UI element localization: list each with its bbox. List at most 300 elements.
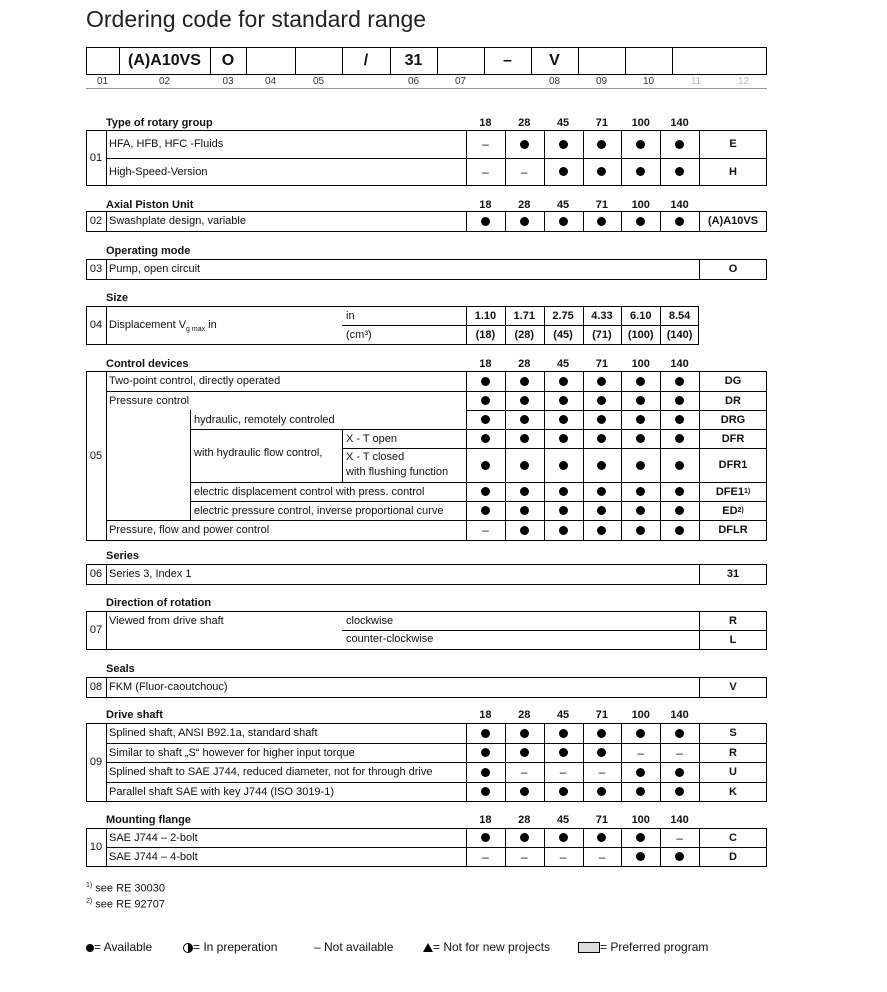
code-cell-divider bbox=[625, 47, 626, 75]
code-cell-value: O bbox=[221, 52, 235, 69]
availability-cell bbox=[621, 130, 660, 158]
availability-cell bbox=[505, 211, 544, 231]
filled-dot-icon bbox=[675, 768, 684, 777]
section-number: 06 bbox=[89, 568, 103, 580]
section-number: 01 bbox=[89, 151, 103, 164]
availability-cell bbox=[466, 371, 505, 391]
availability-cell bbox=[544, 429, 583, 448]
order-code: ED bbox=[722, 504, 738, 517]
rotation-option: counter-clockwise bbox=[346, 633, 434, 645]
availability-cell bbox=[544, 743, 583, 762]
availability-cell bbox=[505, 158, 544, 185]
availability-cell bbox=[660, 211, 699, 231]
section-number: 10 bbox=[89, 841, 103, 853]
grid-line-horizontal bbox=[342, 325, 699, 326]
availability-cell bbox=[583, 723, 622, 743]
grid-line-vertical bbox=[106, 564, 107, 584]
size-header: 100 bbox=[631, 358, 650, 370]
order-code-cell bbox=[699, 520, 767, 540]
filled-dot-icon bbox=[675, 415, 684, 424]
order-code-cell bbox=[699, 564, 767, 584]
availability-cell bbox=[660, 828, 699, 847]
size-header: 140 bbox=[670, 117, 689, 129]
size-header: 18 bbox=[479, 358, 492, 370]
availability-cell bbox=[621, 158, 660, 185]
section-title: Direction of rotation bbox=[106, 597, 212, 609]
size-header: 45 bbox=[556, 358, 570, 370]
section-title: Drive shaft bbox=[106, 709, 163, 721]
order-code-cell bbox=[699, 391, 767, 410]
order-code-cell bbox=[699, 847, 767, 866]
order-code: R bbox=[729, 746, 737, 759]
order-code: DFR1 bbox=[718, 459, 748, 471]
availability-cell bbox=[660, 410, 699, 429]
order-code-cell bbox=[699, 723, 767, 743]
availability-cell bbox=[544, 410, 583, 429]
filled-dot-icon bbox=[675, 487, 684, 496]
filled-dot-icon bbox=[559, 167, 568, 176]
order-code-cell bbox=[699, 743, 767, 762]
filled-dot-icon bbox=[597, 415, 606, 424]
order-code-cell bbox=[699, 410, 767, 429]
availability-cell bbox=[621, 828, 660, 847]
filled-dot-icon bbox=[559, 415, 568, 424]
filled-dot-icon bbox=[559, 506, 568, 515]
availability-cell bbox=[466, 410, 505, 429]
availability-cell bbox=[583, 371, 622, 391]
size-header: 71 bbox=[595, 814, 609, 826]
size-header: 45 bbox=[556, 814, 570, 826]
filled-dot-icon bbox=[636, 461, 645, 470]
order-code-cell bbox=[699, 501, 767, 520]
order-code-cell bbox=[699, 611, 767, 630]
availability-cell bbox=[621, 448, 660, 482]
filled-dot-icon bbox=[597, 461, 606, 470]
availability-cell bbox=[466, 520, 505, 540]
order-code-cell bbox=[699, 677, 767, 697]
code-position-number: 12 bbox=[737, 76, 750, 87]
size-header: 100 bbox=[631, 117, 650, 129]
availability-cell bbox=[544, 391, 583, 410]
filled-dot-icon bbox=[559, 729, 568, 738]
row-label: Two-point control, directly operated bbox=[109, 375, 281, 387]
filled-dot-icon bbox=[636, 833, 645, 842]
filled-dot-icon bbox=[520, 748, 529, 757]
code-position-number: 07 bbox=[454, 76, 467, 87]
order-code: R bbox=[729, 614, 737, 627]
filled-dot-icon bbox=[559, 487, 568, 496]
availability-cell bbox=[583, 429, 622, 448]
filled-dot-icon bbox=[675, 787, 684, 796]
filled-dot-icon bbox=[675, 729, 684, 738]
row-label: Parallel shaft SAE with key J744 (ISO 3019-1) bbox=[109, 785, 334, 798]
availability-cell bbox=[505, 782, 544, 801]
availability-cell bbox=[660, 371, 699, 391]
availability-cell bbox=[505, 847, 544, 866]
grid-line-vertical bbox=[106, 677, 107, 697]
code-position-number: 06 bbox=[407, 76, 420, 87]
row-label: electric pressure control, inverse proportional curve bbox=[194, 504, 444, 517]
availability-cell bbox=[660, 429, 699, 448]
row-label: SAE J744 – 2-bolt bbox=[109, 831, 198, 844]
order-code: U bbox=[729, 766, 737, 778]
footnote-2: $^{2)}$ see RE 92707 bbox=[86, 898, 166, 911]
availability-cell bbox=[660, 782, 699, 801]
filled-dot-icon bbox=[520, 217, 529, 226]
dash-mark: – bbox=[598, 765, 606, 779]
size-header: 45 bbox=[556, 199, 570, 211]
size-header: 45 bbox=[556, 709, 570, 721]
size-header: 100 bbox=[631, 814, 650, 826]
filled-dot-icon bbox=[520, 461, 529, 470]
row-label: HFA, HFB, HFC -Fluids bbox=[109, 138, 224, 150]
displacement-in: 6.10 bbox=[630, 310, 652, 322]
code-position-number: 03 bbox=[222, 76, 234, 87]
code-number-underline bbox=[86, 88, 767, 89]
filled-dot-icon bbox=[597, 787, 606, 796]
filled-dot-icon bbox=[675, 217, 684, 226]
section-number: 09 bbox=[89, 756, 103, 768]
size-header: 28 bbox=[518, 814, 531, 826]
availability-cell bbox=[505, 828, 544, 847]
code-cell-value: V bbox=[549, 52, 560, 69]
row-label: High-Speed-Version bbox=[109, 165, 208, 178]
code-cell-divider bbox=[246, 47, 247, 75]
availability-cell bbox=[660, 391, 699, 410]
row-label: X - T closed bbox=[346, 451, 405, 463]
section-title: Control devices bbox=[106, 358, 189, 370]
label-text: Displacement V bbox=[109, 319, 187, 331]
availability-cell bbox=[544, 828, 583, 847]
legend-in-preparation: = In preperation bbox=[183, 940, 277, 954]
section-number: 08 bbox=[89, 681, 103, 693]
filled-dot-icon bbox=[597, 729, 606, 738]
section-title: Seals bbox=[106, 663, 135, 675]
filled-dot-icon bbox=[636, 434, 645, 443]
availability-cell bbox=[621, 762, 660, 782]
availability-cell bbox=[544, 371, 583, 391]
label-subscript: g max bbox=[186, 326, 206, 334]
filled-dot-icon bbox=[481, 461, 490, 470]
order-code: DR bbox=[725, 394, 741, 407]
filled-dot-icon bbox=[481, 748, 490, 757]
code-cell-divider bbox=[295, 47, 296, 75]
availability-cell bbox=[621, 482, 660, 501]
filled-dot-icon bbox=[597, 377, 606, 386]
label-unit: in bbox=[205, 319, 217, 331]
availability-cell bbox=[466, 743, 505, 762]
availability-cell bbox=[583, 482, 622, 501]
availability-cell bbox=[660, 743, 699, 762]
footnote-1: $^{1)}$ see RE 30030 bbox=[86, 882, 166, 895]
displacement-in: 4.33 bbox=[591, 310, 613, 322]
availability-cell bbox=[466, 782, 505, 801]
code-position-number: 11 bbox=[690, 76, 702, 87]
filled-dot-icon bbox=[636, 768, 645, 777]
legend-preferred-program: = Preferred program bbox=[578, 940, 708, 954]
grid-line-vertical bbox=[106, 259, 107, 279]
availability-cell bbox=[583, 410, 622, 429]
order-code: D bbox=[729, 850, 737, 863]
section-title: Axial Piston Unit bbox=[106, 199, 194, 211]
availability-cell bbox=[466, 723, 505, 743]
displacement-cm3: (140) bbox=[666, 329, 693, 341]
section-number: 07 bbox=[89, 624, 103, 636]
availability-cell bbox=[621, 743, 660, 762]
order-code-cell bbox=[699, 782, 767, 801]
availability-cell bbox=[621, 211, 660, 231]
grid-line-vertical bbox=[342, 429, 343, 482]
size-header: 140 bbox=[670, 358, 689, 370]
availability-cell bbox=[505, 762, 544, 782]
availability-cell bbox=[583, 448, 622, 482]
availability-cell bbox=[466, 501, 505, 520]
filled-dot-icon bbox=[481, 768, 490, 777]
availability-cell bbox=[660, 130, 699, 158]
displacement-in: 2.75 bbox=[552, 310, 574, 322]
order-code-cell bbox=[699, 762, 767, 782]
filled-dot-icon bbox=[559, 396, 568, 405]
code-position-number: 10 bbox=[642, 76, 655, 87]
filled-dot-icon bbox=[520, 377, 529, 386]
availability-cell bbox=[544, 762, 583, 782]
availability-cell bbox=[660, 847, 699, 866]
dash-mark: – bbox=[482, 523, 489, 537]
order-code-cell bbox=[699, 259, 767, 279]
grid-line-vertical bbox=[106, 371, 107, 540]
filled-dot-icon bbox=[520, 434, 529, 443]
size-header: 140 bbox=[670, 199, 689, 211]
displacement-in: 8.54 bbox=[668, 310, 691, 322]
availability-cell bbox=[544, 501, 583, 520]
order-code: K bbox=[729, 785, 737, 798]
filled-dot-icon bbox=[559, 140, 568, 149]
code-position-number: 08 bbox=[548, 76, 561, 87]
section-title: Series bbox=[106, 550, 140, 562]
availability-cell bbox=[505, 130, 544, 158]
size-header: 28 bbox=[518, 117, 531, 129]
filled-dot-icon bbox=[636, 377, 645, 386]
grid-line-vertical bbox=[106, 306, 107, 344]
legend-not-for-new-projects: = Not for new projects bbox=[423, 940, 550, 954]
order-code-cell bbox=[699, 211, 767, 231]
filled-dot-icon bbox=[675, 852, 684, 861]
availability-cell bbox=[466, 847, 505, 866]
size-header: 71 bbox=[595, 199, 609, 211]
filled-dot-icon bbox=[559, 833, 568, 842]
dash-mark: – bbox=[676, 830, 683, 845]
filled-dot-icon bbox=[675, 140, 684, 149]
size-header: 18 bbox=[479, 709, 492, 721]
section-title: Operating mode bbox=[106, 245, 191, 257]
availability-cell bbox=[583, 501, 622, 520]
filled-dot-icon bbox=[675, 506, 684, 515]
dash-mark: – bbox=[520, 164, 528, 179]
flow-control-label: with hydraulic flow control, bbox=[194, 447, 323, 459]
size-header: 71 bbox=[595, 117, 609, 129]
order-code: V bbox=[729, 681, 737, 693]
filled-dot-icon bbox=[520, 140, 529, 149]
filled-dot-icon bbox=[675, 167, 684, 176]
availability-cell bbox=[660, 501, 699, 520]
filled-dot-icon bbox=[597, 140, 606, 149]
row-label bbox=[109, 318, 217, 337]
size-header: 18 bbox=[479, 814, 492, 826]
availability-cell bbox=[466, 211, 505, 231]
order-code: (A)A10VS bbox=[707, 215, 759, 227]
section-number: 05 bbox=[89, 449, 103, 462]
triangle-icon bbox=[423, 943, 433, 952]
size-header: 71 bbox=[595, 358, 609, 370]
filled-dot-icon bbox=[559, 434, 568, 443]
code-cell-value: / bbox=[363, 52, 369, 69]
size-header: 28 bbox=[518, 709, 531, 721]
availability-cell bbox=[660, 723, 699, 743]
order-code-cell bbox=[699, 130, 767, 158]
filled-dot-icon bbox=[559, 461, 568, 470]
displacement-cm3: (71) bbox=[592, 329, 612, 341]
availability-cell bbox=[621, 782, 660, 801]
order-code-cell bbox=[699, 482, 767, 501]
availability-cell bbox=[544, 782, 583, 801]
row-label: Viewed from drive shaft bbox=[109, 615, 224, 627]
displacement-cm3: (100) bbox=[627, 329, 654, 341]
availability-cell bbox=[621, 391, 660, 410]
row-label: Pressure control bbox=[109, 394, 190, 407]
order-code: 31 bbox=[726, 568, 740, 580]
order-code: H bbox=[729, 165, 737, 178]
displacement-cm3: (18) bbox=[475, 329, 496, 341]
filled-dot-icon bbox=[636, 415, 645, 424]
row-label-line2: with flushing function bbox=[346, 466, 449, 478]
dash-mark: – bbox=[637, 745, 645, 760]
code-cell-divider bbox=[437, 47, 438, 75]
unit-in: in bbox=[346, 310, 355, 322]
order-code-cell bbox=[699, 828, 767, 847]
filled-dot-icon bbox=[636, 217, 645, 226]
dash-mark: – bbox=[482, 849, 489, 864]
filled-dot-icon bbox=[636, 787, 645, 796]
filled-dot-icon bbox=[481, 787, 490, 796]
rotation-option: clockwise bbox=[346, 615, 394, 627]
grid-line-vertical bbox=[106, 211, 107, 231]
order-code-cell bbox=[699, 448, 767, 482]
filled-dot-icon bbox=[675, 377, 684, 386]
filled-dot-icon bbox=[559, 377, 568, 386]
filled-dot-icon bbox=[559, 217, 568, 226]
availability-cell bbox=[621, 520, 660, 540]
dash-mark: – bbox=[482, 164, 489, 179]
dash-mark: – bbox=[676, 745, 683, 760]
filled-dot-icon bbox=[597, 526, 606, 535]
filled-dot-icon bbox=[520, 415, 529, 424]
dash-mark: – bbox=[559, 849, 567, 864]
size-header: 18 bbox=[479, 199, 492, 211]
code-cell-divider bbox=[672, 47, 673, 75]
filled-dot-icon bbox=[675, 396, 684, 405]
grid-line-vertical bbox=[106, 611, 107, 649]
availability-cell bbox=[505, 410, 544, 429]
row-label: Splined shaft to SAE J744, reduced diameter, not for through drive bbox=[109, 766, 433, 778]
filled-dot-icon bbox=[481, 487, 490, 496]
code-position-number: 05 bbox=[312, 76, 325, 87]
availability-cell bbox=[621, 723, 660, 743]
order-code: DFE1 bbox=[715, 485, 744, 498]
order-code: O bbox=[728, 263, 738, 275]
filled-dot-icon bbox=[520, 729, 529, 738]
code-position-number: 09 bbox=[595, 76, 608, 87]
filled-dot-icon bbox=[520, 506, 529, 515]
section-title: Size bbox=[106, 292, 129, 304]
filled-dot-icon bbox=[636, 526, 645, 535]
order-code: C bbox=[729, 831, 737, 844]
legend-not-available: – Not available bbox=[314, 940, 394, 954]
filled-dot-icon bbox=[481, 377, 490, 386]
size-header: 18 bbox=[479, 117, 492, 129]
filled-dot-icon bbox=[520, 487, 529, 496]
order-code: DG bbox=[724, 375, 742, 387]
filled-dot-icon bbox=[481, 506, 490, 515]
availability-cell bbox=[466, 391, 505, 410]
code-footnote: 2) bbox=[737, 507, 744, 514]
availability-cell bbox=[544, 448, 583, 482]
filled-dot-icon bbox=[597, 506, 606, 515]
size-header: 140 bbox=[670, 814, 689, 826]
unit-cm3: (cm³) bbox=[346, 329, 372, 341]
filled-dot-icon bbox=[86, 944, 94, 952]
availability-cell bbox=[660, 520, 699, 540]
displacement-in: 1.71 bbox=[513, 310, 535, 322]
filled-dot-icon bbox=[559, 526, 568, 535]
row-label: Splined shaft, ANSI B92.1a, standard shaft bbox=[109, 727, 318, 739]
dash-mark: – bbox=[520, 765, 528, 779]
row-label: hydraulic, remotely controled bbox=[194, 413, 335, 426]
code-position-number: 02 bbox=[158, 76, 171, 87]
size-header: 28 bbox=[518, 199, 531, 211]
availability-cell bbox=[583, 743, 622, 762]
filled-dot-icon bbox=[675, 526, 684, 535]
availability-cell bbox=[621, 429, 660, 448]
availability-cell bbox=[466, 828, 505, 847]
filled-dot-icon bbox=[559, 787, 568, 796]
filled-dot-icon bbox=[520, 526, 529, 535]
availability-cell bbox=[466, 158, 505, 185]
availability-cell bbox=[544, 847, 583, 866]
availability-cell bbox=[621, 371, 660, 391]
filled-dot-icon bbox=[520, 787, 529, 796]
displacement-cm3: (28) bbox=[514, 329, 535, 341]
availability-cell bbox=[544, 158, 583, 185]
filled-dot-icon bbox=[597, 396, 606, 405]
dash-mark: – bbox=[482, 137, 489, 151]
order-code-cell bbox=[699, 630, 767, 649]
row-label: X - T open bbox=[346, 432, 397, 445]
availability-cell bbox=[466, 130, 505, 158]
row-label: SAE J744 – 4-bolt bbox=[109, 850, 198, 863]
filled-dot-icon bbox=[481, 217, 490, 226]
row-label: FKM (Fluor-caoutchouc) bbox=[109, 681, 228, 693]
filled-dot-icon bbox=[636, 140, 645, 149]
filled-dot-icon bbox=[636, 487, 645, 496]
size-header: 45 bbox=[556, 117, 570, 129]
availability-cell bbox=[544, 520, 583, 540]
row-label: Pump, open circuit bbox=[109, 263, 201, 275]
availability-cell bbox=[544, 211, 583, 231]
availability-cell bbox=[660, 448, 699, 482]
availability-cell bbox=[583, 782, 622, 801]
code-cell-value: – bbox=[503, 52, 512, 69]
availability-cell bbox=[583, 211, 622, 231]
